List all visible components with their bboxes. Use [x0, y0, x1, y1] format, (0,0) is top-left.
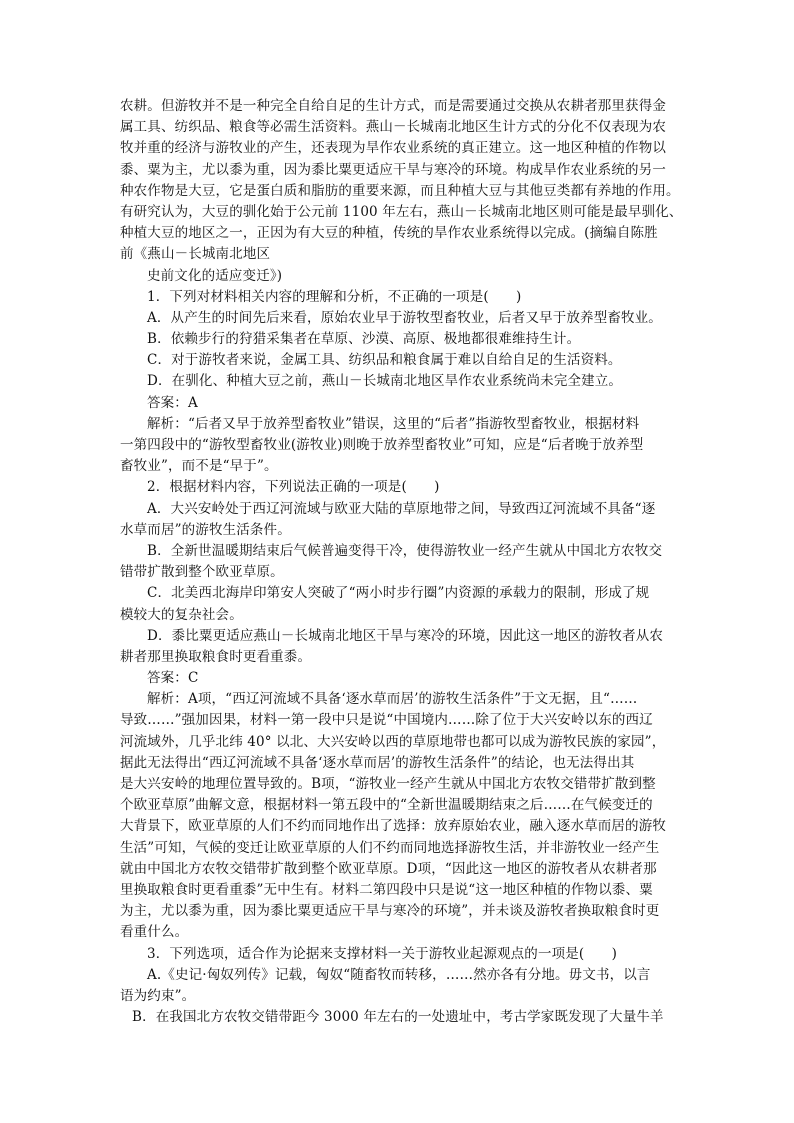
answer: 答案：C — [147, 670, 199, 687]
text-line: 黍、粟为主，尤以黍为重，因为黍比粟更适应干旱与寒冷的环境。构成旱作农业系统的另一 — [120, 161, 666, 178]
text-line: 属工具、纺织品、粮食等必需生活资料。燕山－长城南北地区生计方式的分化不仅表现为农 — [120, 119, 666, 136]
option-c: C．对于游牧者来说，金属工具、纺织品和粮食属于难以自给自足的生活资料。 — [147, 352, 622, 369]
text-line: 一第四段中的“游牧型畜牧业(游牧业)则晚于放养型畜牧业”可知，应是“后者晚于放养型 — [120, 437, 644, 453]
option-b: B．在我国北方农牧交错带距今 3000 年左右的一处遗址中，考古学家既发现了大量牛羊 — [132, 1009, 664, 1026]
option-b: B．依赖步行的狩猎采集者在草原、沙漠、高原、极地都很难维持生计。 — [147, 331, 581, 348]
option-d: D．黍比粟更适应燕山－长城南北地区干旱与寒冷的环境，因此这一地区的游牧者从农 — [147, 627, 664, 644]
question-3: 3．下列选项，适合作为论据来支撑材料一关于游牧业起源观点的一项是( ) — [147, 945, 618, 962]
text-line: 就由中国北方农牧交错带扩散到整个欧亚草原。D项，“因此这一地区的游牧者从农耕者那 — [120, 860, 657, 877]
question-2: 2．根据材料内容，下列说法正确的一项是( ) — [147, 479, 440, 496]
text-line: 畜牧业”，而不是“早于”。 — [120, 458, 278, 475]
text-line: 河流域外，几乎北纬 40° 以北、大兴安岭以西的草原地带也都可以成为游牧民族的家园”， — [120, 733, 666, 750]
question-1: 1．下列对材料相关内容的理解和分析，不正确的一项是( ) — [147, 288, 522, 305]
text-line: 农耕。但游牧并不是一种完全自给自足的生计方式，而是需要通过交换从农耕者那里获得金 — [120, 98, 666, 114]
text-line: 错带扩散到整个欧亚草原。 — [120, 564, 284, 581]
text-line: 据此无法得出“西辽河流域不具备‘逐水草而居’的游牧生活条件”的结论，也无法得出其 — [120, 754, 635, 771]
text-line: 种植大豆的地区之一，正因为有大豆的种植，传统的旱作农业系统得以完成。(摘编自陈胜 — [120, 225, 658, 242]
option-d: D．在驯化、种植大豆之前，燕山－长城南北地区旱作农业系统尚未完全建立。 — [147, 373, 623, 390]
text-line: 导致……”强加因果，材料一第一段中只是说“中国境内……除了位于大兴安岭以东的西辽 — [120, 712, 653, 729]
text-line: 有研究认为，大豆的驯化始于公元前 1100 年左右，燕山－长城南北地区则可能是最早驯化、 — [120, 203, 683, 220]
option-b: B．全新世温暖期结束后气候普遍变得干冷，使得游牧业一经产生就从中国北方农牧交 — [147, 542, 663, 559]
text-line: 大背景下，欧亚草原的人们不约而同地作出了选择：放弃原始农业，融入逐水草而居的游牧 — [120, 818, 666, 835]
text-line: 前《燕山－长城南北地区 — [120, 246, 271, 263]
text-line: 生活”可知，气候的变迁让欧亚草原的人们不约而同地选择游牧生活，并非游牧业一经产生 — [120, 839, 660, 856]
text-line: 里换取粮食时更看重黍”无中生有。材料二第四段中只是说“这一地区种植的作物以黍、粟 — [120, 881, 653, 898]
text-line: 牧并重的经济与游牧业的产生，还表现为旱作农业系统的真正建立。这一地区种植的作物以 — [120, 140, 666, 157]
text-line: 模较大的复杂社会。 — [120, 606, 243, 623]
source-citation: 史前文化的适应变迁》) — [147, 267, 283, 284]
analysis: 解析：“后者又早于放养型畜牧业”错误，这里的“后者”指游牧型畜牧业，根据材料 — [147, 415, 640, 432]
text-line: 是大兴安岭的地理位置导致的。B项，“游牧业一经产生就从中国北方农牧交错带扩散到整 — [120, 776, 656, 792]
option-a: A.《史记·匈奴列传》记载，匈奴“随畜牧而转移，……然亦各有分地。毋文书，以言 — [147, 966, 651, 983]
text-line: 种农作物是大豆，它是蛋白质和脂肪的重要来源，而且种植大豆与其他豆类都有养地的作用。 — [120, 182, 680, 199]
text-line: 个欧亚草原”曲解文意，根据材料一第五段中的“全新世温暖期结束之后……在气候变迁的 — [120, 797, 653, 814]
text-line: 水草而居”的游牧生活条件。 — [120, 521, 291, 538]
analysis: 解析：A项，“西辽河流域不具备‘逐水草而居’的游牧生活条件”于文无据，且“…… — [147, 691, 638, 708]
option-a: A．从产生的时间先后来看，原始农业早于游牧型畜牧业，后者又早于放养型畜牧业。 — [147, 309, 662, 326]
text-line: 耕者那里换取粮食时更看重黍。 — [120, 648, 312, 665]
option-c: C．北美西北海岸印第安人突破了“两小时步行圈”内资源的承载力的限制，形成了规 — [147, 585, 650, 602]
text-line: 为主，尤以黍为重，因为黍比粟更适应干旱与寒冷的环境”，并未谈及游牧者换取粮食时更 — [120, 903, 660, 920]
answer: 答案：A — [147, 394, 198, 411]
option-a: A．大兴安岭处于西辽河流域与欧亚大陆的草原地带之间，导致西辽河流域不具备“逐 — [147, 500, 656, 517]
text-line: 语为约束”。 — [120, 987, 196, 1004]
document-page — [120, 96, 683, 1028]
text-line: 看重什么。 — [120, 924, 189, 941]
